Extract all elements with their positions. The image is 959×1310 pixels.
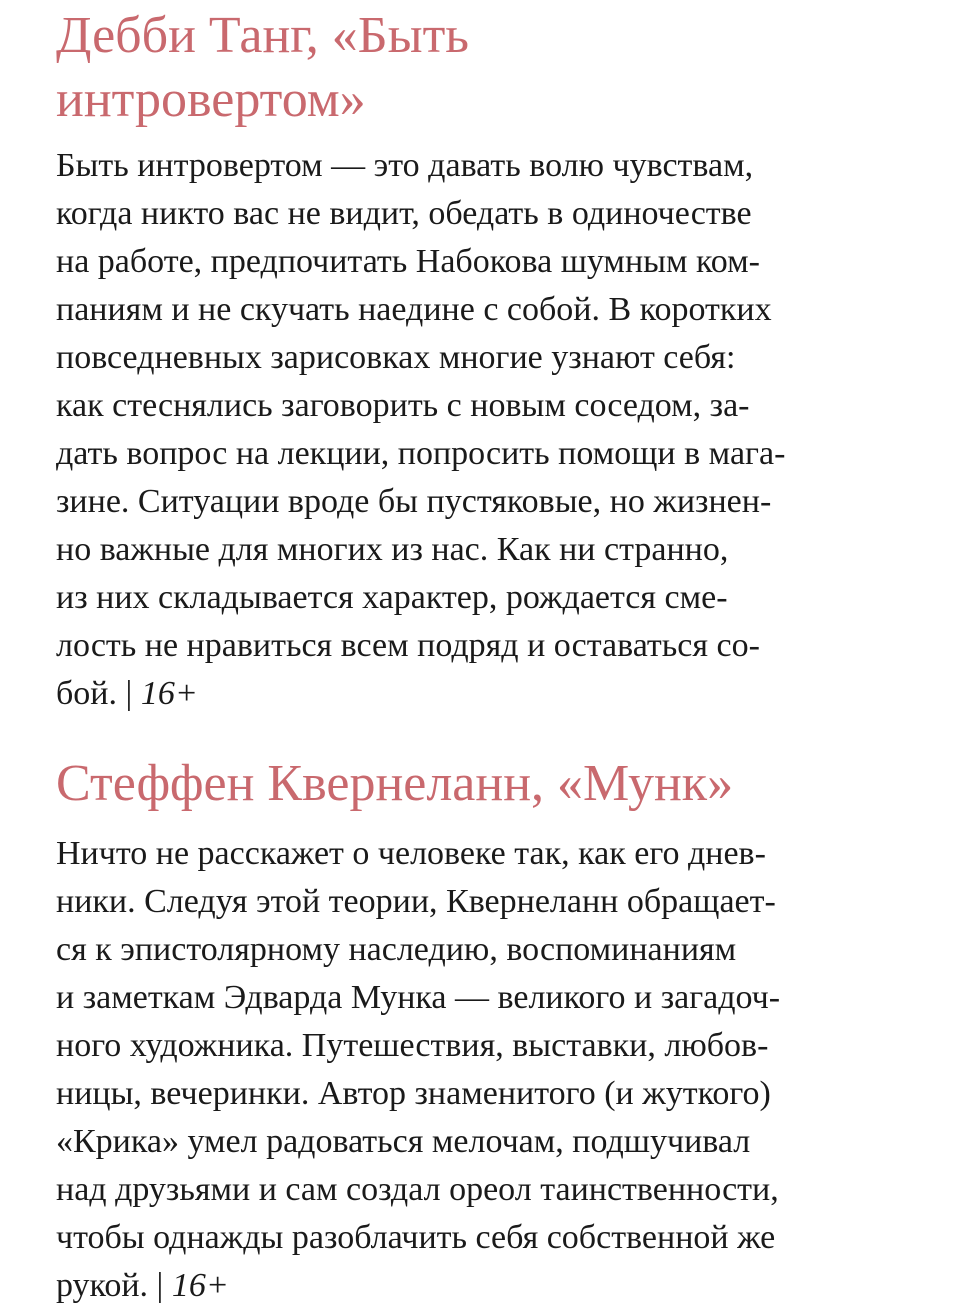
age-rating: 16+ — [171, 1267, 229, 1304]
text-line: Ничто не расскажет о человеке так, как его днев- — [56, 835, 766, 872]
text-line: ного художника. Путешествия, выставки, любов- — [56, 1027, 769, 1064]
text-line-last — [56, 1262, 906, 1310]
text-end: бой. | — [56, 675, 141, 712]
article-description — [56, 830, 906, 1310]
text-line: ся к эпистолярному наследию, воспоминаниям — [56, 931, 737, 968]
text-line: лость не нравиться всем подряд и оставаться со- — [56, 627, 760, 664]
text-line: паниям и не скучать наедине с собой. В коротких — [56, 291, 772, 328]
text-line: как стеснялись заговорить с новым соседом, за- — [56, 387, 750, 424]
article-debbie-tang — [56, 4, 906, 718]
title-line: интровертом» — [56, 71, 366, 128]
article-steffen-kverneland — [56, 752, 906, 1310]
article-title — [56, 4, 906, 132]
text-line: зине. Ситуации вроде бы пустяковые, но жизнен- — [56, 483, 772, 520]
text-line: ники. Следуя этой теории, Квернеланн обращает- — [56, 883, 776, 920]
text-line: чтобы однажды разоблачить себя собственной же — [56, 1219, 776, 1256]
text-line: ницы, вечеринки. Автор знаменитого (и жуткого) — [56, 1075, 771, 1112]
text-line: Быть интровертом — это давать волю чувствам, — [56, 147, 754, 184]
text-line-last — [56, 670, 906, 718]
title-line: Дебби Танг, «Быть — [56, 7, 470, 64]
text-line: из них складывается характер, рождается сме- — [56, 579, 728, 616]
text-end: рукой. | — [56, 1267, 172, 1304]
text-line: над друзьями и сам создал ореол таинственности, — [56, 1171, 779, 1208]
text-line: повседневных зарисовках многие узнают себя: — [56, 339, 736, 376]
text-line: когда никто вас не видит, обедать в одиночестве — [56, 195, 752, 232]
text-line: но важные для многих из нас. Как ни странно, — [56, 531, 729, 568]
text-line: дать вопрос на лекции, попросить помощи в мага- — [56, 435, 786, 472]
page — [56, 0, 906, 1310]
title-line: Стеффен Квернеланн, «Мунк» — [56, 755, 734, 812]
article-title — [56, 752, 906, 816]
article-description — [56, 142, 906, 718]
age-rating: 16+ — [140, 675, 198, 712]
text-line: и заметкам Эдварда Мунка — великого и загадоч- — [56, 979, 781, 1016]
text-line: на работе, предпочитать Набокова шумным ком- — [56, 243, 760, 280]
text-line: «Крика» умел радоваться мелочам, подшучивал — [56, 1123, 751, 1160]
